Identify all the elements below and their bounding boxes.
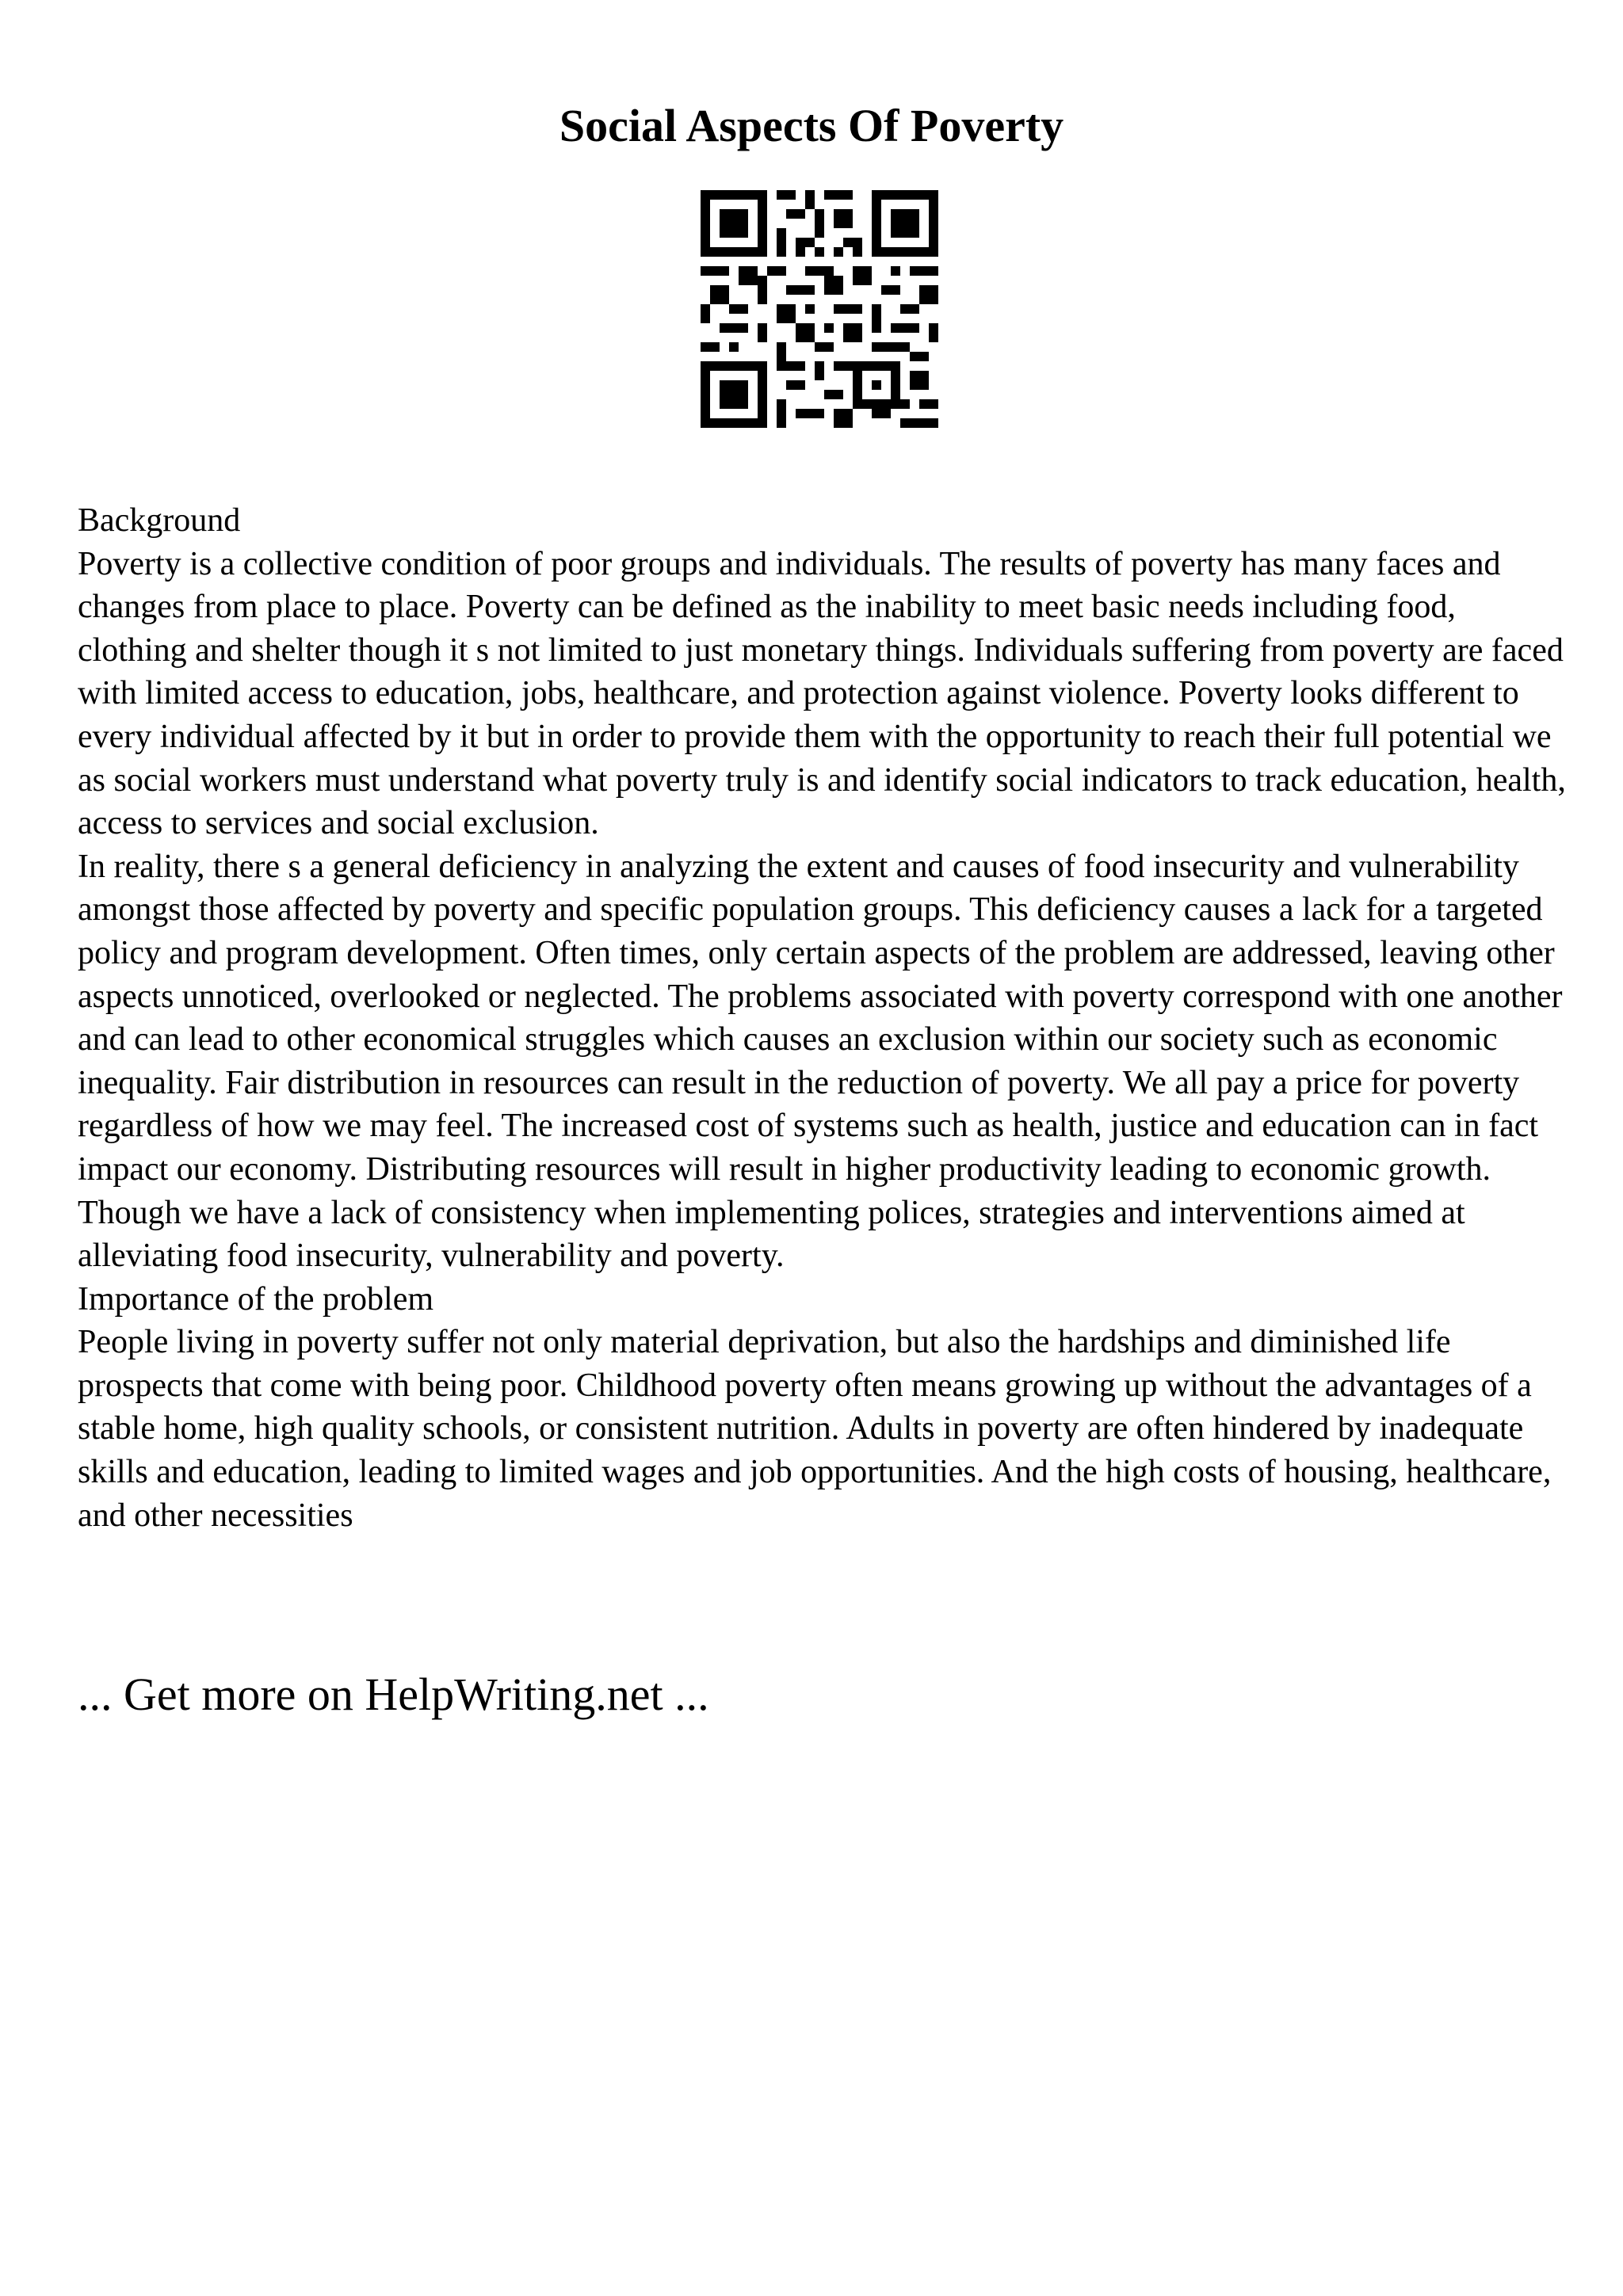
section-heading-importance: Importance of the problem: [78, 1280, 433, 1318]
qr-code-icon: [701, 190, 938, 428]
paragraph: In reality, there s a general deficiency in analyzing the extent and causes of food insecurity and vulnerability amongst those affected by poverty and specific population groups. This deficiency causes a lack for a targeted policy and program development. Often times, only certain aspects of the problem are addressed, leaving other aspects unnoticed, overlooked or neglected. The problems associated with poverty correspond with one another and can lead to other economical struggles which causes an exclusion within our society such as economic inequality. Fair distribution in resources can result in the reduction of poverty. We all pay a price for poverty regardless of how we may feel. The increased cost of systems such as health, justice and education can in fact impact our economy. Distributing resources will result in higher productivity leading to economic growth. Though we have a lack of consistency when implementing polices, strategies and interventions aimed at alleviating food insecurity, vulnerability and poverty.: [78, 848, 1563, 1275]
document-body: [78, 499, 1568, 1537]
section-heading-background: Background: [78, 502, 241, 539]
paragraph: People living in poverty suffer not only material deprivation, but also the hardships and diminished life prospects that come with being poor. Childhood poverty often means growing up without the advantages of a stable home, high quality schools, or consistent nutrition. Adults in poverty are often hindered by inadequate skills and education, leading to limited wages and job opportunities. And the high costs of housing, healthcare, and other necessities: [78, 1324, 1552, 1534]
document-title: Social Aspects Of Poverty: [559, 100, 1064, 151]
get-more-link[interactable]: ... Get more on HelpWriting.net ...: [78, 1669, 709, 1720]
paragraph: Poverty is a collective condition of poor groups and individuals. The results of poverty has many faces and changes from place to place. Poverty can be defined as the inability to meet basic needs including food, clothing and shelter though it s not limited to just monetary things. Individuals suffering from poverty are faced with limited access to education, jobs, healthcare, and protection against violence. Poverty looks different to every individual affected by it but in order to provide them with the opportunity to reach their full potential we as social workers must understand what poverty truly is and identify social indicators to track education, health, access to services and social exclusion.: [78, 545, 1566, 842]
